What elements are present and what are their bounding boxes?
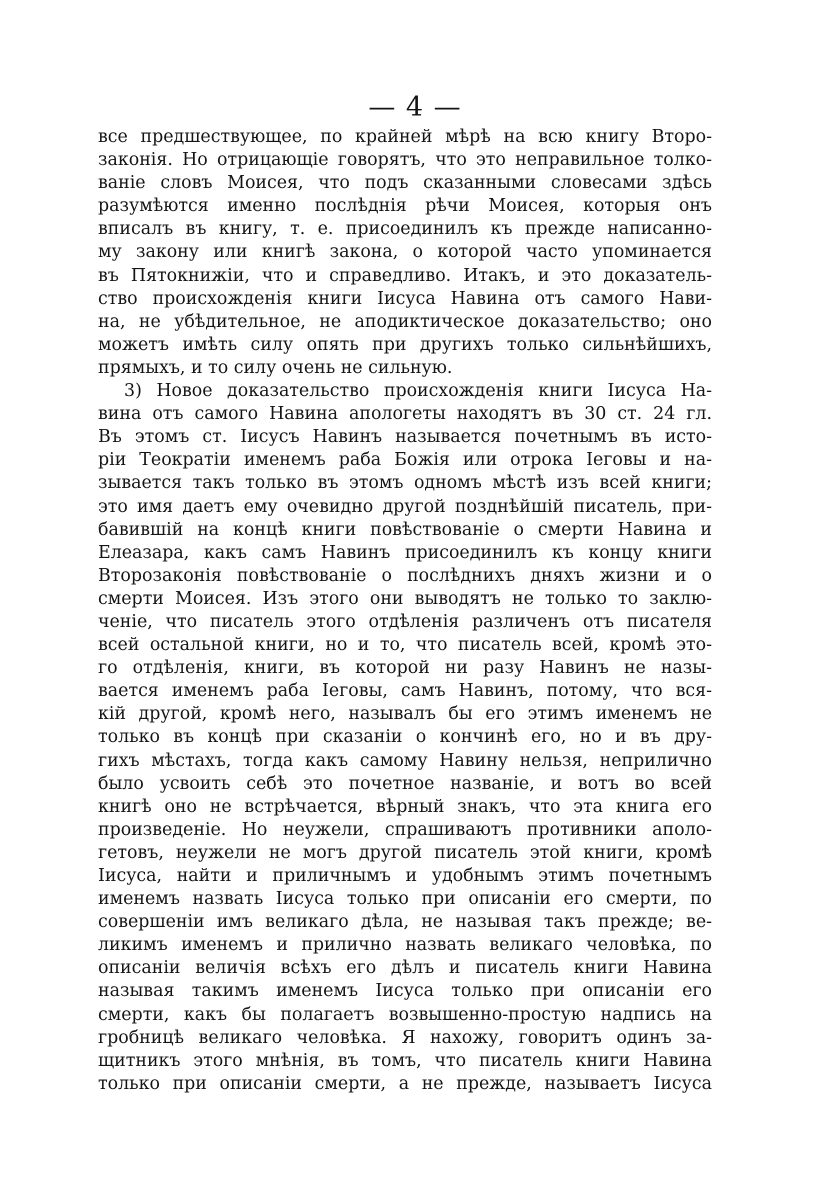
text-line: совершеніи имъ великаго дѣла, не называя такъ прежде; ве- bbox=[98, 912, 712, 933]
text-line: Въ этомъ ст. Іисусъ Навинъ называется почетнымъ въ исто- bbox=[98, 427, 712, 448]
text-line: ріи Теократіи именемъ раба Божія или отрока Іеговы и на- bbox=[98, 450, 712, 471]
text-line: смерти, какъ бы полагаетъ возвышенно-простую надпись на bbox=[98, 1004, 712, 1025]
text-line: кій другой, кромѣ него, называлъ бы его этимъ именемъ не bbox=[98, 704, 712, 725]
text-line: только въ концѣ при сказаніи о кончинѣ его, но и въ дру- bbox=[98, 727, 712, 748]
text-line: прямыхъ, и то силу очень не сильную. bbox=[98, 357, 453, 378]
text-line: на, не убѣдительное, не аподиктическое доказательство; оно bbox=[98, 311, 712, 332]
text-line: гробницѣ великаго человѣка. Я нахожу, говоритъ одинъ за- bbox=[98, 1027, 712, 1048]
text-line: книгѣ оно не встрѣчается, вѣрный знакъ, что эта книга его bbox=[98, 796, 712, 817]
text-line: только при описаніи смерти, а не прежде, называетъ Іисуса bbox=[98, 1073, 712, 1094]
text-line: вина отъ самого Навина апологеты находятъ въ 30 ст. 24 гл. bbox=[98, 404, 712, 425]
text-line: смерти Моисея. Изъ этого они выводятъ не только то заклю- bbox=[98, 588, 712, 609]
text-line: му закону или книгѣ закона, о которой часто упоминается bbox=[98, 242, 712, 263]
text-line: го отдѣленія, книги, въ которой ни разу Навинъ не назы- bbox=[98, 658, 712, 679]
text-line: вается именемъ раба Іеговы, самъ Навинъ, потому, что вся- bbox=[98, 681, 712, 702]
book-page bbox=[98, 90, 712, 1096]
text-line: бавившій на концѣ книги повѣствованіе о смерти Навина и bbox=[98, 519, 712, 540]
text-line: ченіе, что писатель этого отдѣленія различенъ отъ писателя bbox=[98, 611, 712, 632]
body-text bbox=[98, 126, 712, 1096]
text-line: всей остальной книги, но и то, что писатель всей, кромѣ это- bbox=[98, 635, 712, 656]
text-line: разумѣются именно послѣднія рѣчи Моисея, которыя онъ bbox=[98, 196, 712, 217]
text-line: ваніе словъ Моисея, что подъ сказанными словесами здѣсь bbox=[98, 173, 712, 194]
text-line: было усвоить себѣ это почетное названіе, и вотъ во всей bbox=[98, 773, 712, 794]
text-line: это имя даетъ ему очевидно другой позднѣйшій писатель, при- bbox=[98, 496, 712, 517]
text-line: въ Пятокнижіи, что и справедливо. Итакъ, и это доказатель- bbox=[98, 265, 712, 286]
text-line: гетовъ, неужели не могъ другой писатель этой книги, кромѣ bbox=[98, 842, 712, 863]
page-number: — 4 — bbox=[368, 92, 462, 123]
text-line: 3) Новое доказательство происхожденія книги Іисуса На- bbox=[124, 381, 712, 402]
text-line: Іисуса, найти и приличнымъ и удобнымъ этимъ почетнымъ bbox=[98, 866, 712, 886]
text-line: гихъ мѣстахъ, тогда какъ самому Навину нельзя, неприлично bbox=[98, 750, 712, 771]
text-line: называя такимъ именемъ Іисуса только при описаніи его bbox=[98, 981, 712, 1002]
text-line: зывается такъ только въ этомъ одномъ мѣстѣ изъ всей книги; bbox=[98, 473, 712, 494]
text-line: описаніи величія всѣхъ его дѣлъ и писатель книги Навина bbox=[98, 958, 712, 979]
text-line: ство происхожденія книги Іисуса Навина отъ самого Нави- bbox=[98, 288, 712, 309]
text-line: именемъ назвать Іисуса только при описаніи его смерти, по bbox=[98, 889, 712, 910]
text-line: Елеазара, какъ самъ Навинъ присоединилъ къ концу книги bbox=[98, 542, 712, 563]
text-line: Второзаконія повѣствованіе о послѣднихъ дняхъ жизни и о bbox=[98, 565, 712, 586]
text-line: щитникъ этого мнѣнія, въ томъ, что писатель книги Навина bbox=[98, 1050, 712, 1071]
text-line: произведеніе. Но неужели, спрашиваютъ противники аполо- bbox=[98, 819, 712, 840]
text-line: ликимъ именемъ и прилично назвать великаго человѣка, по bbox=[98, 935, 712, 956]
text-line: можетъ имѣть силу опять при другихъ только сильнѣйшихъ, bbox=[98, 334, 712, 355]
text-line: все предшествующее, по крайней мѣрѣ на всю книгу Второ- bbox=[98, 127, 712, 147]
text-line: законія. Но отрицающіе говорятъ, что это неправильное толко- bbox=[98, 150, 712, 171]
text-line: вписалъ въ книгу, т. е. присоединилъ къ прежде написанно- bbox=[98, 219, 712, 240]
